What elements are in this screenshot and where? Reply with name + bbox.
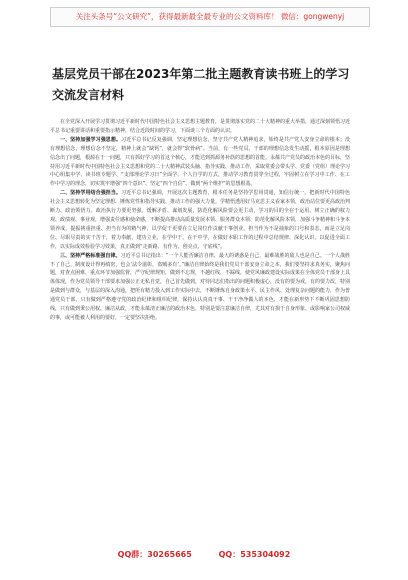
top-banner: 关注头条号“公文研究”，获得最新最全最专业的公文资料库！ 微信：gongwenyj — [50, 7, 370, 27]
section-heading-1: 一、坚持加强学习强思想。 — [60, 136, 122, 143]
intro-paragraph: 在全党深入开展学习贯彻习近平新时代中国特色社会主义思想主题教育，是贯彻落实党的二十大精神的重大举措，通过深刻领悟习近平总书记重要讲话和重要指示精神，结合近段时间的学习，下面谈三个方面的认识。 — [50, 119, 350, 134]
section-paragraph-2 — [50, 189, 350, 251]
footer-qq: QQ：535304092 — [218, 550, 291, 559]
section-heading-3: 三、坚持严格标准强自律。 — [60, 252, 121, 259]
section-paragraph-3 — [50, 252, 350, 323]
section-text-3: 习近平总书记指出：“一个人能否廉洁自律，最大的诱惑是自己，最难战胜的敌人也是自己。一个人战胜不了自己，制度设计得再缜密，也会‘法令滋彰，盗贼多有’。”廉洁自律始终是我们党员干部安身立命之本，我们要坚持求真务实，聚焦问题，对查点困难，重点环节加强监督，严守纪律规矩，做到不忘规，不越红线，不踩线，使党风廉政建设实际成果在全体党员干部身上具体体现，作为党员领导干部要求加强公正无私自觉，自己首先做到，对待同志们指出的问题积极虚心，没有的要为戒，有的要力改，特别是做到与群众，与基层的深入沟通，把所有精力投入到工作实际中去，不断锤炼自身政策水平、民主作风、处理复杂问题的能力，作为普通党员干部，只有做到严格遵守党的政治纪律和组织纪律，保持认认真真干事、干干净净做人的本色，才能在新形势下不断巩固思想防线，只有做到秉公用权、廉洁从政，才能永葆清正廉洁的政治本色，特别是要注意廉洁自律，尤其对有损于自身形象、或影响家公司权威的事，或可能被人利用的要好，一定要坚决拒绝。 — [50, 252, 350, 321]
footer-contact — [0, 549, 408, 560]
section-text-2: 习近平总书记强调，开展这次主题教育，根本任务是坚持学思用贯通，知信行统一，把新时代中国特色社会主义思想转化为坚定理想、锤炼党性和指导实践、推动工作的强大力量。学精悟透用好马克思主义看家本领，政治站位要更高政治判断力、政治领悟力、政治执行力要更坚强。缓解矛盾、谋划发展，防范化解风险要会更主动，学习的目的全在于运用。树立正确的权力观、政绩观、事业观，增强责任感和使命感，不断提高推动高质量发展本领、服务群众本领、防范化解风险本领，加强斗争精神和斗争本领养成，提振挑重担重、担当有为的精气神，以学促干更要在立足岗位作贡献干事创业，担当作为不是抽象的口号和表态，而是立足岗位、尽职尽责的实干苦干，着力奉献，建功立业，在学中干、在干中学，在做好本职工作的过程中总结规律、深化认识，以促进全面工作，以实际成效检验学习效果，真正做到“走新路、有作为、创亮点、守底线”。 — [50, 190, 350, 250]
document-body — [50, 118, 350, 548]
section-paragraph-1 — [50, 136, 350, 189]
footer-qq-group: QQ群：30265665 — [117, 550, 192, 559]
document-title: 基层党员干部在2023年第二批主题教育读书班上的学习交流发言材料 — [52, 67, 350, 102]
section-heading-2: 二、坚持学用结合强担当。 — [60, 190, 122, 197]
section-text-1: 习近平总书记反复强调，坚定理想信念，坚守共产党人精神追求，始终是共产党人安身立命的根本；没有理想信念，理想信念不坚定，精神上就会“缺钙”，就会得“软骨病”。当前，有一些党员、干部的理想信念发生动摇，根本原因是理想信念出了问题，根源在于一问题，只有抓好学习的首这个核心，才能达到抓源务补筋的思想的首能。永葆共产党员的政治本色的目标，坚持用习近平新时代中国特色社会主义思想和党的二十大精神武装头脑、指导实践、推动工作，采取常委会带头学、党委（党组）理论学习中心组集中学、读书班专题学、“支部理论学习日”全面学、个人自学的方式，推动学习教育贯穿全过程，牢固树立在学习中工作、在工作中学习的理念，切实筑牢增强“四个意识”、坚定“四个自信”、做到“两个维护”的思想根基。 — [50, 136, 350, 188]
